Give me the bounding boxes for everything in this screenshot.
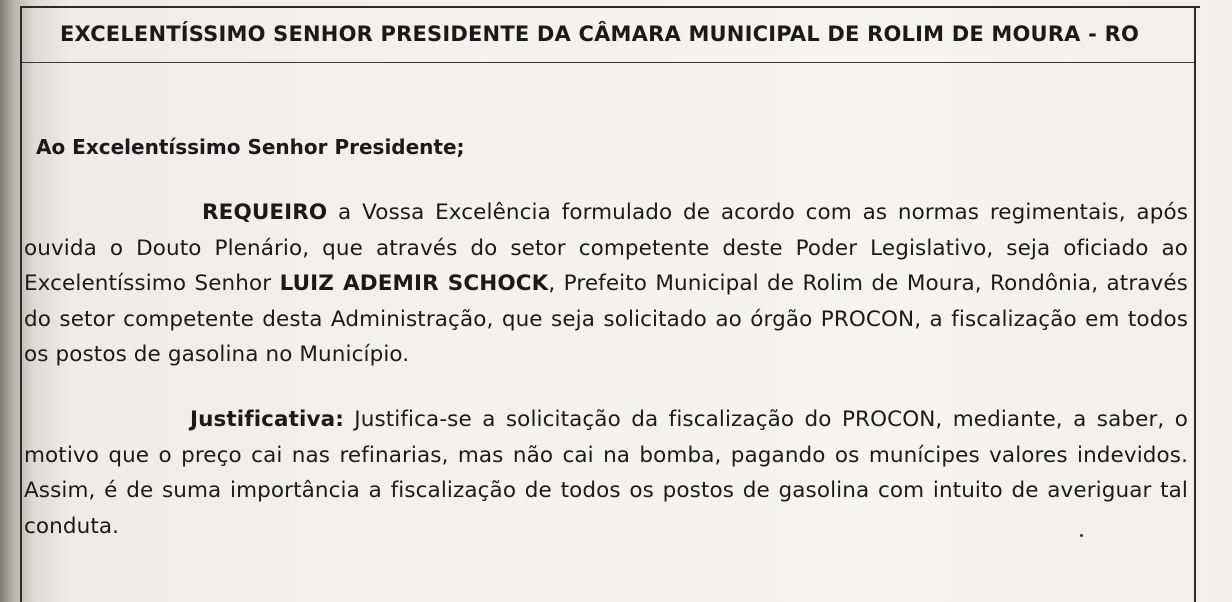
request-text-2: , Prefeito Municipal de Rolim de Moura, Rondônia, através do setor competente desta Administração, que seja solicitado ao órgão PROCON, a fiscalização em todos os postos de gasolina no Município. xyxy=(24,271,1188,367)
request-lead: REQUEIRO xyxy=(202,200,328,225)
request-paragraph xyxy=(24,195,1188,373)
frame-right-border xyxy=(1194,6,1196,602)
header-divider xyxy=(22,62,1194,63)
stray-mark xyxy=(1080,534,1083,537)
frame-left-border xyxy=(20,6,22,602)
justification-text: Justifica-se a solicitação da fiscalização do PROCON, mediante, a saber, o motivo que o preço cai nas refinarias, mas não cai na bomba, pagando os munícipes valores indevidos. Assim, é de suma importância a fiscalização de todos os postos de gasolina com intuito de averiguar tal conduta. xyxy=(24,407,1188,539)
salutation: Ao Excelentíssimo Senhor Presidente; xyxy=(36,135,465,159)
justification-lead: Justificativa: xyxy=(190,407,344,432)
frame-top-border xyxy=(20,6,1200,8)
document-header-title: EXCELENTÍSSIMO SENHOR PRESIDENTE DA CÂMARA MUNICIPAL DE ROLIM DE MOURA - RO xyxy=(60,22,1139,46)
justification-paragraph xyxy=(24,402,1188,544)
request-text-1: a Vossa Excelência formulado de acordo com as normas regimentais, após ouvida o Douto Plenário, que através do setor competente deste Poder Legislativo, seja oficiado ao Excelentíssimo Senhor xyxy=(24,200,1188,296)
mayor-name: LUIZ ADEMIR SCHOCK xyxy=(279,271,549,296)
